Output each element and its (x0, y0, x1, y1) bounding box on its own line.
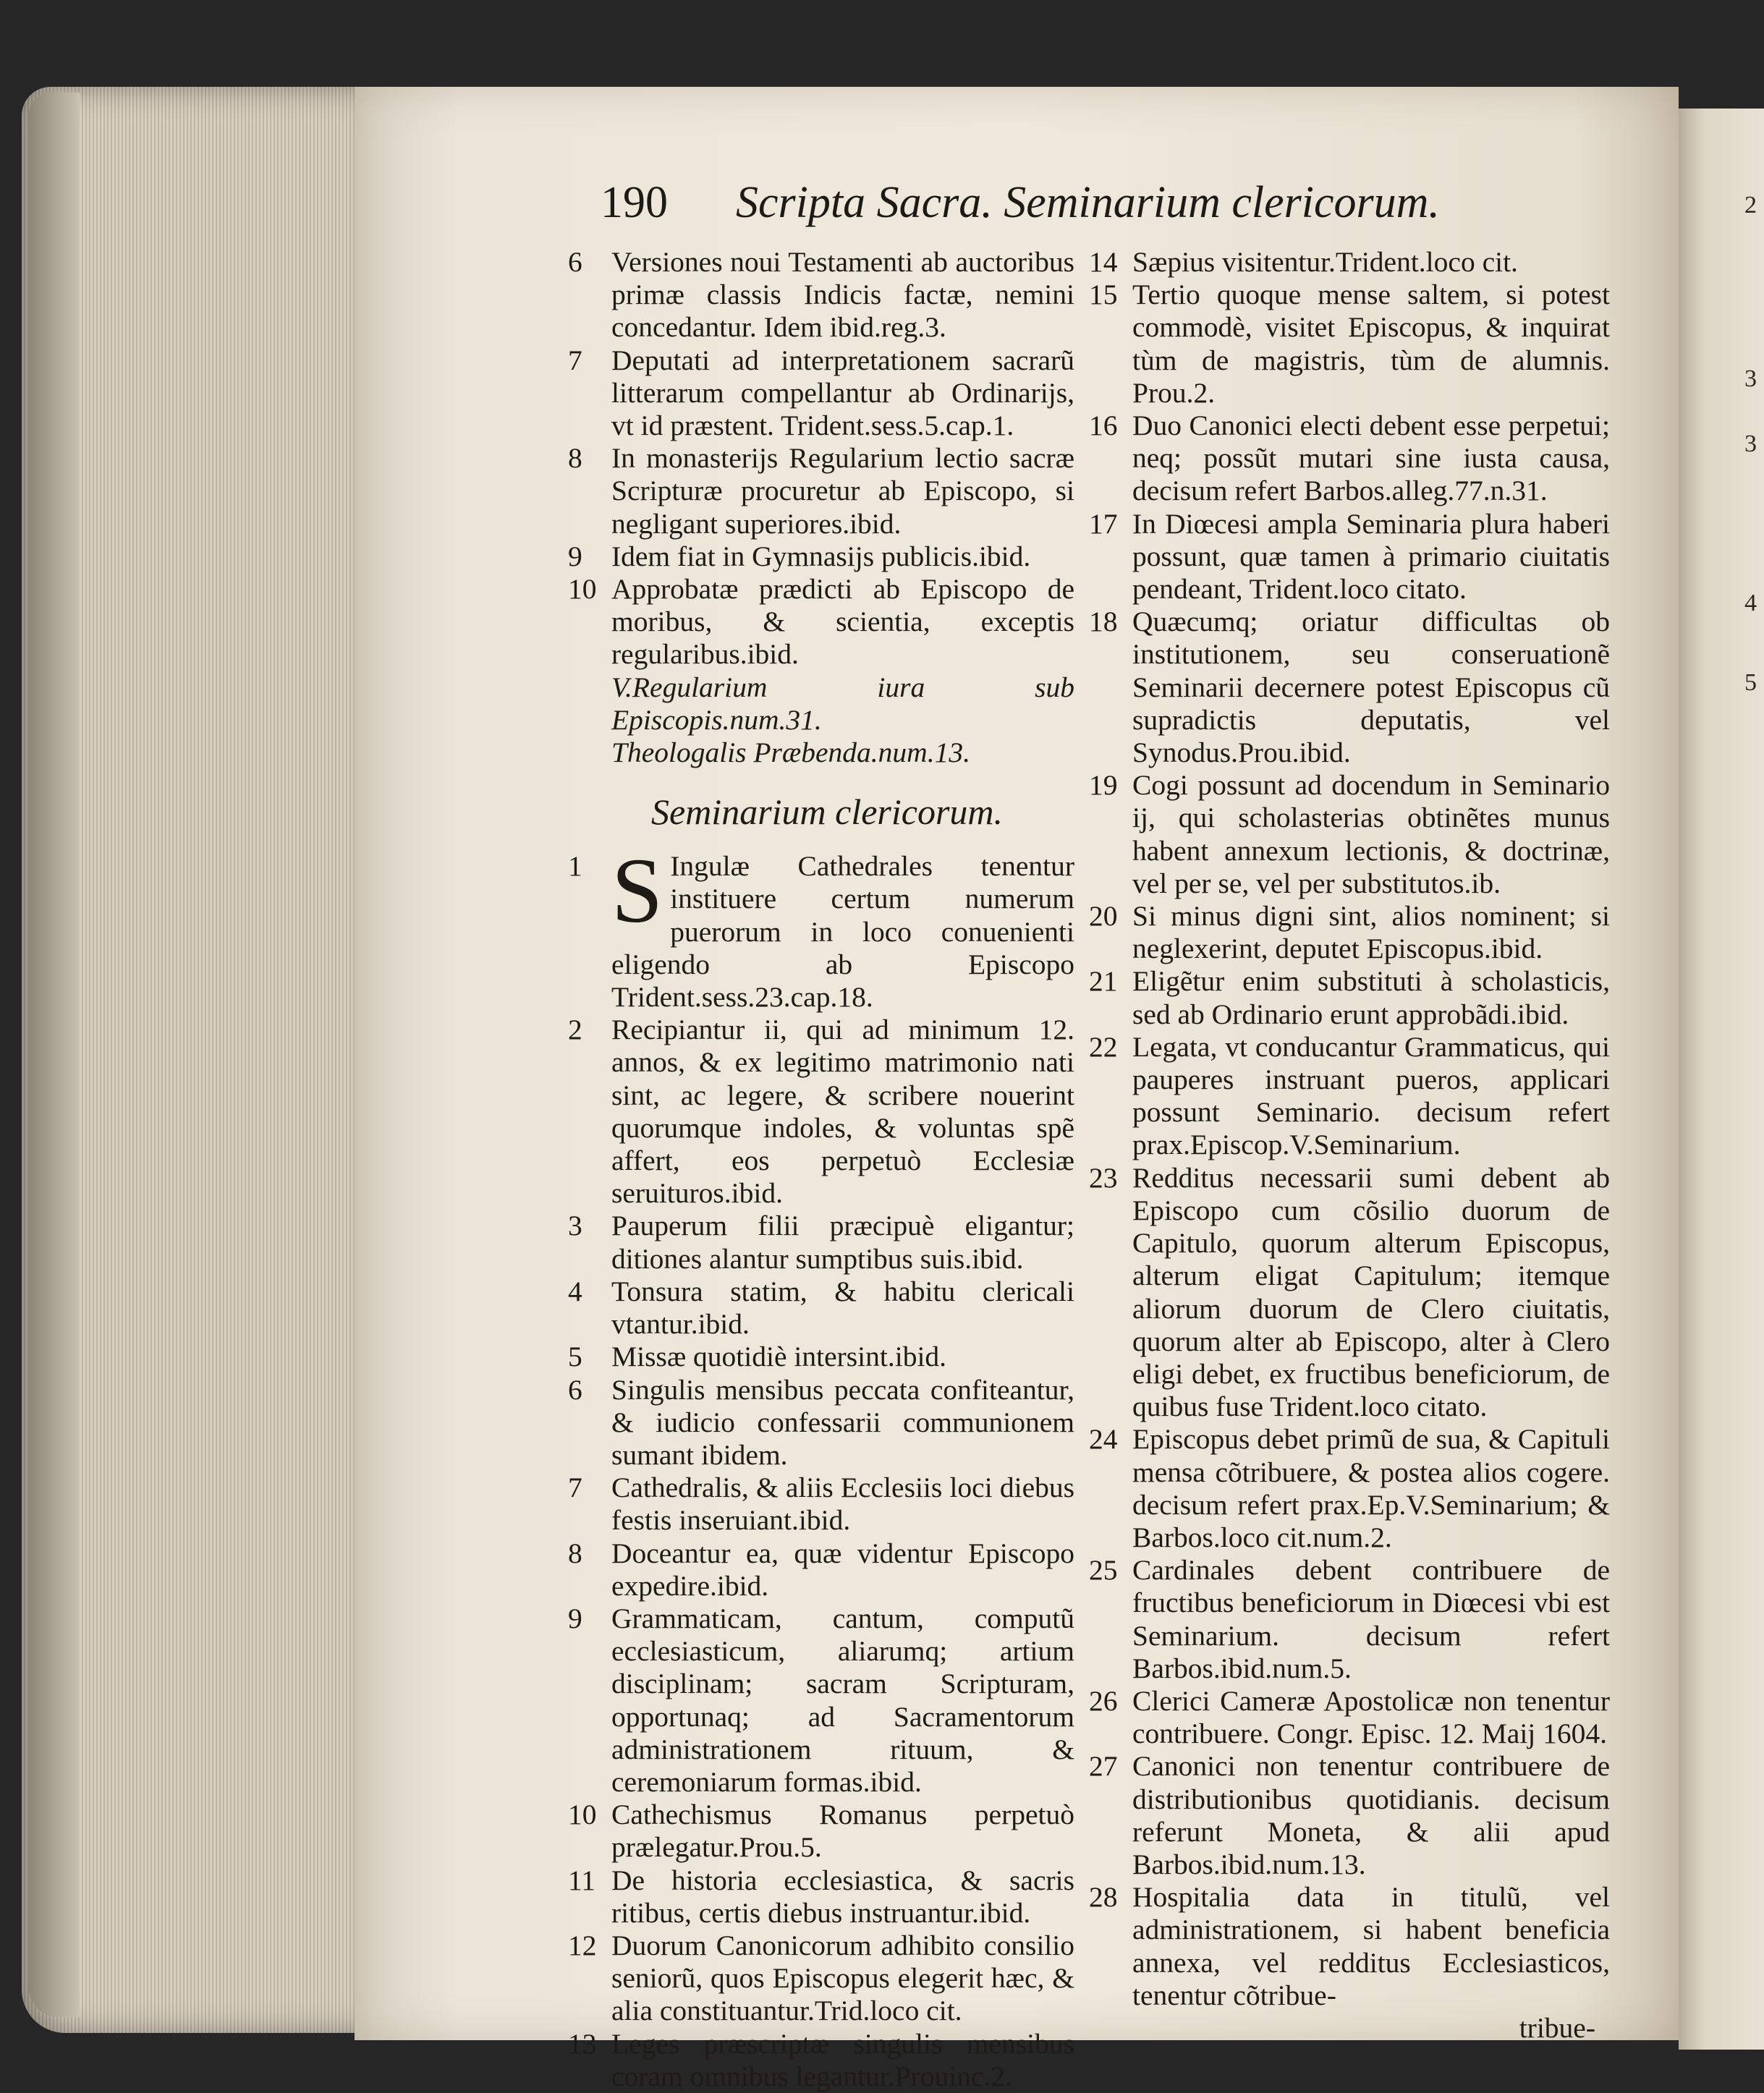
catchword: tribue- (1519, 2011, 1595, 2044)
item-number: 9 (568, 1602, 582, 1634)
cover-edge (29, 93, 80, 2017)
list-item (1089, 1423, 1610, 1554)
item-text: Missæ quotidiè intersint.ibid. (611, 1341, 947, 1373)
list-item (1089, 1750, 1610, 1881)
list-item (568, 1799, 1074, 1864)
item-number: 4 (568, 1275, 582, 1307)
list-item (568, 344, 1074, 443)
item-number: 18 (1089, 606, 1118, 638)
item-text: In monasterijs Regularium lectio sacræ Scripturæ procuretur ab Episcopo, si negligant superiores.ibid. (611, 442, 1074, 540)
list-item (1089, 246, 1610, 279)
item-text: Pauperum filii præcipuè eligantur; ditiones alantur sumptibus suis.ibid. (611, 1210, 1074, 1275)
list-item (1089, 279, 1610, 409)
item-text: Quæcumq; oriatur difficultas ob institutionem, seu conseruationẽ Seminarii decernere potest Episcopus cũ supradictis deputatis, vel Synodus.Prou.ibid. (1132, 606, 1610, 769)
list-item (568, 246, 1074, 344)
list-item (568, 1864, 1074, 1929)
item-text: Duo Canonici electi debent esse perpetui; neq; possũt mutari sine iusta causa, decisum refert Barbos.alleg.77.n.31. (1132, 409, 1610, 507)
item-text: Clerici Cameræ Apostolicæ non tenentur contribuere. Congr. Episc. 12. Maij 1604. (1132, 1684, 1610, 1750)
item-text: Ingulæ Cathedrales tenentur instituere certum numerum puerorum in loco conuenienti eligendo ab Episcopo Trident.sess.23.cap.18. (611, 850, 1074, 1014)
list-item (568, 839, 1074, 1014)
item-text: Episcopus debet primũ de sua, & Capituli mensa cõtribuere, & postea alios cogere. decisum refert prax.Ep.V.Seminarium; & Barbos.loco cit.num.2. (1132, 1423, 1610, 1553)
right-column (1089, 246, 1610, 2045)
item-text: Cathedralis, & aliis Ecclesiis loci diebus festis inseruiant.ibid. (611, 1472, 1074, 1537)
item-text: Tertio quoque mense saltem, si potest commodè, visitet Episcopus, & inquirat tùm de magistris, tùm de alumnis. Prou.2. (1132, 279, 1610, 409)
list-item (568, 1537, 1074, 1602)
list-item (568, 1341, 1074, 1373)
list-item (1089, 1685, 1610, 1750)
item-text: Versiones noui Testamenti ab auctoribus primæ classis Indicis factæ, nemini concedantur. Idem ibid.reg.3. (611, 246, 1074, 344)
item-text: Redditus necessarii sumi debent ab Episcopo cum cõsilio duorum de Capitulo, quorum alterum Episcopus, alterum eligat Capitulum; itemque aliorum duorum de Clero ciuitatis, quorum alter ab Episcopo, alter à Clero eligi debet, ex fructibus beneficiorum, de quibus fuse Trident.loco citato. (1132, 1161, 1610, 1423)
item-text: Si minus digni sint, alios nominent; si neglexerint, deputet Episcopus.ibid. (1132, 900, 1610, 965)
list-item (568, 1210, 1074, 1275)
item-text: De historia ecclesiastica, & sacris ritibus, certis diebus instruantur.ibid. (611, 1864, 1074, 1929)
item-text: Hospitalia data in titulũ, vel administrationem, si habent beneficia annexa, vel redditus Ecclesiasticos, tenentur cõtribue- (1132, 1881, 1610, 2011)
item-number: 23 (1089, 1161, 1118, 1194)
facing-page-fragment: 2 (1744, 192, 1757, 218)
list-item (1089, 1162, 1610, 1424)
facing-page-fragment: 5 (1744, 669, 1757, 696)
item-number: 9 (568, 540, 582, 572)
list-item (568, 540, 1074, 573)
list-item (1089, 965, 1610, 1030)
item-number: 7 (568, 344, 582, 376)
facing-page-fragment: 3 (1744, 430, 1757, 457)
item-text: Leges præscriptæ singulis mensibus coram omnibus legantur.Prouinc.2. (611, 2027, 1074, 2092)
list-item (1089, 606, 1610, 769)
item-number: 8 (568, 442, 582, 475)
item-text: Cogi possunt ad docendum in Seminario ij, qui scholasterias obtinẽtes munus habent annexum lectionis, & doctrinæ, vel per se, vel per substitutos.ib. (1132, 769, 1610, 899)
item-number: 21 (1089, 965, 1118, 998)
item-number: 11 (568, 1864, 596, 1896)
list-item (568, 442, 1074, 540)
list-item (568, 573, 1074, 671)
item-text: Cathechismus Romanus perpetuò prælegatur.Prou.5. (611, 1799, 1074, 1864)
cross-reference: Theologalis Præbenda.num.13. (611, 736, 970, 769)
list-item (1089, 1554, 1610, 1685)
facing-page-fragment: 3 (1744, 365, 1757, 392)
list-item (1089, 409, 1610, 508)
item-text: Eligẽtur enim substituti à scholasticis, sed ab Ordinario erunt approbãdi.ibid. (1132, 965, 1610, 1030)
item-number: 2 (568, 1014, 582, 1046)
item-number: 3 (568, 1210, 582, 1242)
item-number: 5 (568, 1341, 582, 1373)
item-number: 26 (1089, 1684, 1118, 1717)
list-item (568, 1374, 1074, 1472)
item-text: Idem fiat in Gymnasijs publicis.ibid. (611, 540, 1031, 572)
item-number: 6 (568, 1373, 582, 1406)
item-text: Duorum Canonicorum adhibito consilio seniorũ, quos Episcopus elegerit hæc, & alia constituantur.Trid.loco cit. (611, 1929, 1074, 2027)
item-number: 7 (568, 1472, 582, 1504)
list-item (1089, 1881, 1610, 2012)
item-text: Deputati ad interpretationem sacrarũ litterarum compellantur ab Ordinarijs, vt id præstent. Trident.sess.5.cap.1. (611, 344, 1074, 442)
page-number: 190 (601, 178, 668, 227)
left-column (568, 246, 1074, 2093)
item-text: Canonici non tenentur contribuere de distributionibus quotidianis. decisum referunt Moneta, & alii apud Barbos.ibid.num.13. (1132, 1750, 1610, 1880)
item-number: 13 (568, 2027, 597, 2060)
list-item (1089, 769, 1610, 900)
item-text: Singulis mensibus peccata confiteantur, & iudicio confessarii communionem sumant ibidem. (611, 1373, 1074, 1471)
item-number: 24 (1089, 1423, 1118, 1456)
drop-cap: S (611, 839, 663, 943)
item-text: Approbatæ prædicti ab Episcopo de moribus, & scientia, exceptis regularibus.ibid. (611, 573, 1074, 671)
item-text: Doceantur ea, quæ videntur Episcopo expedire.ibid. (611, 1537, 1074, 1602)
item-text: Sæpius visitentur.Trident.loco cit. (1132, 246, 1518, 278)
item-number: 28 (1089, 1881, 1118, 1914)
item-number: 10 (568, 1799, 597, 1831)
item-text: In Diœcesi ampla Seminaria plura haberi possunt, quæ tamen à primario ciuitatis pendeant, Trident.loco citato. (1132, 507, 1610, 606)
item-number: 14 (1089, 246, 1118, 278)
list-item (568, 1275, 1074, 1341)
item-number: 25 (1089, 1554, 1118, 1587)
list-item (1089, 508, 1610, 606)
list-item (568, 1602, 1074, 1799)
item-number: 15 (1089, 279, 1118, 311)
list-item (568, 1929, 1074, 2028)
item-number: 8 (568, 1537, 582, 1569)
list-item (568, 1014, 1074, 1210)
item-text: Grammaticam, cantum, computũ ecclesiasticum, aliarumq; artium disciplinam; sacram Scripturam, opportunaq; ad Sacramentorum administrationem rituum, & ceremoniarum formas.ibid. (611, 1602, 1074, 1798)
item-number: 27 (1089, 1750, 1118, 1783)
item-number: 20 (1089, 900, 1118, 933)
item-text: Legata, vt conducantur Grammaticus, qui pauperes instruant pueros, applicari possunt Seminario. decisum refert prax.Episcop.V.Seminarium. (1132, 1030, 1610, 1161)
facing-page-edge (1679, 109, 1764, 2050)
page-title: Scripta Sacra. Seminarium clericorum. (736, 178, 1440, 227)
list-item (1089, 1031, 1610, 1162)
item-text: Recipiantur ii, qui ad minimum 12. annos, & ex legitimo matrimonio nati sint, ac legere, & scribere nouerint quorumque indoles, & voluntas spẽ affert, eos perpetuò Ecclesiæ seruituros.ibid. (611, 1014, 1074, 1210)
item-number: 1 (568, 850, 582, 883)
list-item (1089, 900, 1610, 965)
item-number: 10 (568, 573, 597, 606)
item-number: 19 (1089, 769, 1118, 802)
list-item (568, 1472, 1074, 1537)
list-item (568, 2028, 1074, 2093)
item-text: Tonsura statim, & habitu clericali vtantur.ibid. (611, 1275, 1074, 1341)
cross-reference: V.Regularium iura sub Episcopis.num.31. (611, 671, 1074, 736)
facing-page-fragment: 4 (1744, 590, 1757, 616)
item-number: 12 (568, 1929, 597, 1961)
running-head (601, 177, 1440, 235)
item-number: 22 (1089, 1030, 1118, 1063)
item-number: 16 (1089, 409, 1118, 442)
section-title: Seminarium clericorum. (651, 791, 1004, 833)
item-number: 6 (568, 246, 582, 278)
item-text: Cardinales debent contribuere de fructibus beneficiorum in Diœcesi vbi est Seminarium. decisum refert Barbos.ibid.num.5. (1132, 1554, 1610, 1684)
item-number: 17 (1089, 507, 1118, 540)
